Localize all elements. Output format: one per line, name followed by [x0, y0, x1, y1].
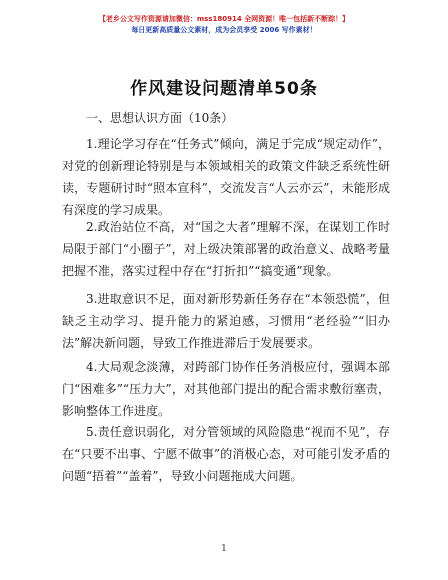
page-number: 1	[221, 544, 227, 554]
paragraph-2: 2.政治站位不高，对“国之大者”理解不深，在谋划工作时局限于部门“小圈子”，对上级决策部署的政治意义、战略考量把握不准，落实过程中存在“打折扣”“搞变通”现象。	[62, 220, 390, 278]
promo-banner-line-2: 每日更新高质量公文素材，成为会员享受 2006 写作素材！	[131, 26, 317, 34]
document-title: 作风建设问题清单50条	[130, 79, 318, 99]
paragraph-1: 1.理论学习存在“任务式”倾向，满足于完成“规定动作”，对党的创新理论特别是与本领域相关的政策文件缺乏系统性研读，专题研讨时“照本宣科”，交流发言“人云亦云”，未能形成有深度的学习成果。	[62, 137, 390, 217]
section-heading: 一、思想认识方面（10条）	[86, 111, 234, 125]
paragraph-3: 3.进取意识不足，面对新形势新任务存在“本领恐慌”，但缺乏主动学习、提升能力的紧迫感，习惯用“老经验”“旧办法”解决新问题，导致工作推进滞后于发展要求。	[62, 292, 390, 350]
paragraph-4: 4.大局观念淡薄，对跨部门协作任务消极应付，强调本部门“困难多”“压力大”，对其他部门提出的配合需求敷衍塞责，影响整体工作进度。	[62, 360, 390, 418]
paragraph-5: 5.责任意识弱化，对分管领域的风险隐患“视而不见”，存在“只要不出事、宁愿不做事”的消极心态，对可能引发矛盾的问题“捂着”“盖着”，导致小问题拖成大问题。	[62, 425, 390, 483]
promo-banner-line-1: 【老乡公文写作资源请加微信：mss180914 全网资源！唯一包括新不断踪！】	[98, 15, 350, 23]
